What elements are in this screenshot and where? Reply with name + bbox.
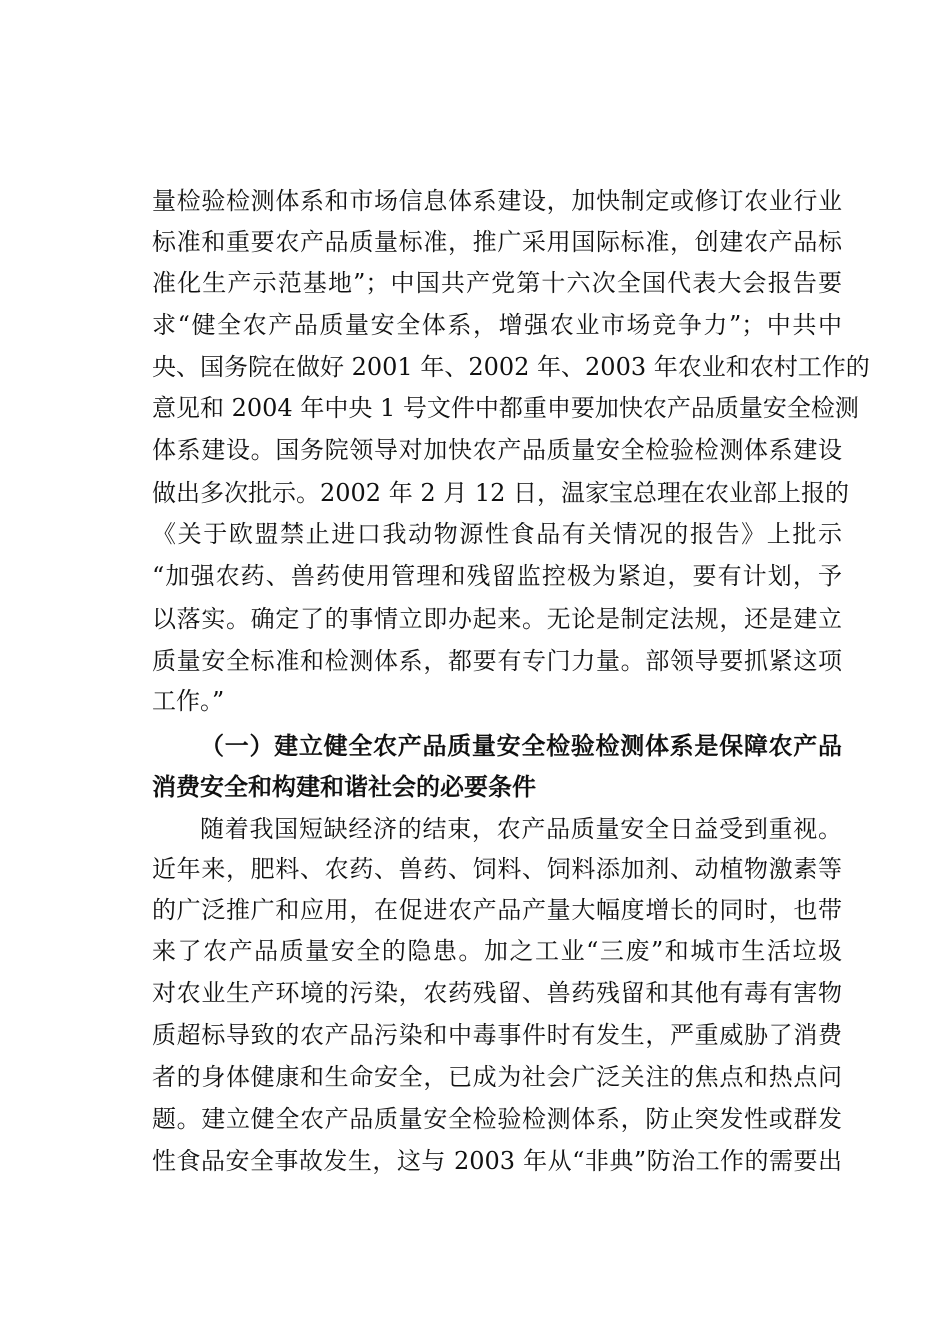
paragraph-line: 的广泛推广和应用，在促进农产品产量大幅度增长的同时，也带 [152,896,842,924]
paragraph-line: 性食品安全事故发生，这与 2003 年从“非典”防治工作的需要出 [152,1147,842,1175]
paragraph-line: 对农业生产环境的污染，农药残留、兽药残留和其他有毒有害物 [152,979,842,1007]
paragraph-line: “加强农药、兽药使用管理和残留监控极为紧迫，要有计划，予 [152,562,842,590]
paragraph-line: 做出多次批示。2002 年 2 月 12 日，温家宝总理在农业部上报的 [152,479,850,507]
paragraph-line: 准化生产示范基地”；中国共产党第十六次全国代表大会报告要 [152,269,842,297]
paragraph-line: 意见和 2004 年中央 1 号文件中都重申要加快农产品质量安全检测 [152,394,859,422]
paragraph-line: 求“健全农产品质量安全体系，增强农业市场竞争力”；中共中 [152,311,842,339]
paragraph-line: 央、国务院在做好 2001 年、2002 年、2003 年农业和农村工作的 [152,353,870,381]
paragraph-line: 者的身体健康和生命安全，已成为社会广泛关注的焦点和热点问 [152,1063,842,1091]
section-heading-line: 消费安全和构建和谐社会的必要条件 [152,772,536,801]
paragraph-line: 标准和重要农产品质量标准，推广采用国际标准，创建农产品标 [152,228,842,256]
paragraph-line: 《关于欧盟禁止进口我动物源性食品有关情况的报告》上批示 [152,520,842,548]
paragraph-line: 随着我国短缺经济的结束，农产品质量安全日益受到重视。 [200,815,842,843]
paragraph-line: 体系建设。国务院领导对加快农产品质量安全检验检测体系建设 [152,436,842,464]
paragraph-line: 近年来，肥料、农药、兽药、饲料、饲料添加剂、动植物激素等 [152,855,842,883]
paragraph-line: 质超标导致的农产品污染和中毒事件时有发生，严重威胁了消费 [152,1021,842,1049]
paragraph-line: 题。建立健全农产品质量安全检验检测体系，防止突发性或群发 [152,1105,842,1133]
paragraph-line: 来了农产品质量安全的隐患。加之工业“三废”和城市生活垃圾 [152,937,842,965]
paragraph-line: 以落实。确定了的事情立即办起来。无论是制定法规，还是建立 [152,605,842,633]
paragraph-line: 工作。” [152,687,225,715]
section-heading-line: （一）建立健全农产品质量安全检验检测体系是保障农产品 [200,731,842,760]
paragraph-line: 量检验检测体系和市场信息体系建设，加快制定或修订农业行业 [152,187,842,215]
paragraph-line: 质量安全标准和检测体系，都要有专门力量。部领导要抓紧这项 [152,647,842,675]
